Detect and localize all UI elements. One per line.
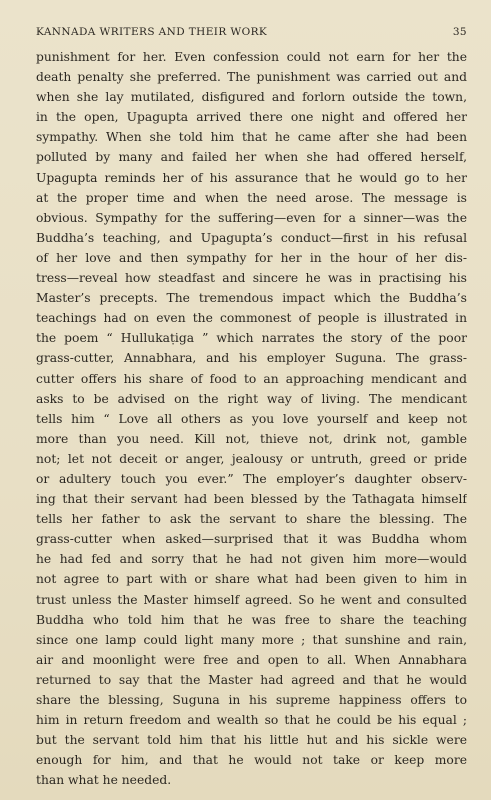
text-line: trust unless the Master himself agreed. So he went and consulted [36, 592, 467, 607]
text-line: air and moonlight were free and open to all. When Annabhara [36, 652, 467, 667]
text-line: tells him “ Love all others as you love yourself and keep not [36, 411, 467, 426]
text-line: in the open, Upagupta arrived there one night and offered her [36, 110, 467, 125]
text-line: when she lay mutilated, disfigured and forlorn outside the town, [36, 90, 467, 105]
text-line: ing that their servant had been blessed by the Tathagata himself [36, 492, 467, 507]
text-line: enough for him, and that he would not take or keep more [36, 753, 467, 768]
text-line: of her love and then sympathy for her in the hour of her dis- [36, 250, 467, 265]
text-line: since one lamp could light many more ; that sunshine and rain, [36, 632, 467, 647]
text-line: than what he needed. [36, 773, 172, 788]
text-line: Buddha’s teaching, and Upagupta’s conduct—first in his refusal [36, 230, 467, 245]
text-line: obvious. Sympathy for the suffering—even for a sinner—was the [36, 210, 467, 225]
page-number: 35 [452, 26, 467, 38]
text-line: Upagupta reminds her of his assurance that he would go to her [36, 170, 467, 185]
text-line: him in return freedom and wealth so that he could be his equal ; [36, 713, 467, 728]
text-line: teachings had on even the commonest of people is illustrated in [36, 311, 467, 326]
running-head-title: KANNADA WRITERS AND THEIR WORK [36, 26, 268, 38]
text-line: punishment for her. Even confession could not earn for her the [36, 50, 467, 64]
text-line: tress—reveal how steadfast and sincere he was in practising his [36, 271, 467, 286]
text-line: polluted by many and failed her when she had offered herself, [36, 150, 467, 165]
text-line: returned to say that the Master had agreed and that he would [36, 672, 467, 687]
text-line: grass-cutter, Annabhara, and his employer Suguna. The grass- [36, 351, 467, 366]
text-line: share the blessing, Suguna in his supreme happiness offers to [36, 693, 467, 707]
text-line: but the servant told him that his little hut and his sickle were [36, 733, 467, 748]
text-line: the poem “ Hullukaṭiga ” which narrates the story of the poor [36, 331, 467, 346]
text-line: more than you need. Kill not, thieve not, drink not, gamble [36, 431, 467, 446]
text-line: tells her father to ask the servant to share the blessing. The [36, 512, 467, 527]
text-line: Master’s precepts. The tremendous impact which the Buddha’s [36, 291, 467, 306]
text-line: he had fed and sorry that he had not given him more—would [36, 552, 467, 567]
body-text [36, 47, 467, 790]
running-head [36, 26, 467, 38]
text-line: not; let not deceit or anger, jealousy or untruth, greed or pride [36, 451, 467, 466]
text-line: at the proper time and when the need arose. The message is [36, 190, 467, 205]
text-line: cutter offers his share of food to an approaching mendicant and [36, 371, 467, 386]
text-line: sympathy. When she told him that he came after she had been [36, 130, 467, 145]
text-line: or adultery touch you ever.” The employer’s daughter observ- [36, 471, 467, 486]
text-line: not agree to part with or share what had been given to him in [36, 572, 467, 587]
text-line: death penalty she preferred. The punishment was carried out and [36, 70, 467, 85]
text-line: grass-cutter when asked—surprised that it was Buddha whom [36, 532, 467, 547]
text-line: asks to be advised on the right way of living. The mendicant [36, 391, 467, 406]
text-line: Buddha who told him that he was free to share the teaching [36, 612, 467, 627]
